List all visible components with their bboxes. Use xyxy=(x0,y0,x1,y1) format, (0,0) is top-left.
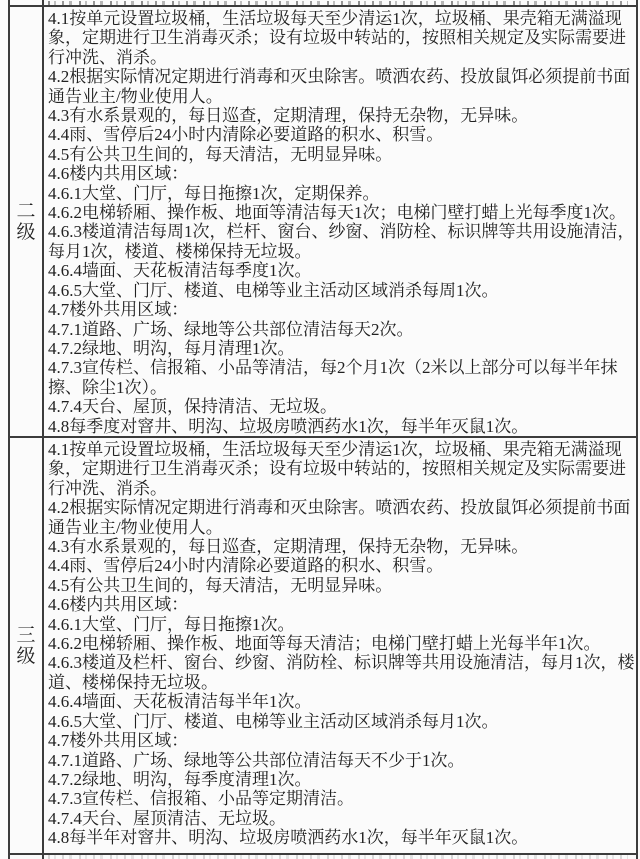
list-item: 4.6.5大堂、门厅、楼道、电梯等业主活动区域消杀每周1次。 xyxy=(48,280,499,300)
list-item: 4.6.5大堂、门厅、楼道、电梯等业主活动区域消杀每月1次。 xyxy=(48,711,499,731)
clipped-content-cell-top xyxy=(44,0,636,5)
list-item: 4.6.3楼道及栏杆、窗台、纱窗、消防栓、标识牌等共用设施清洁，每月1次，楼道、楼梯保持无垃圾。 xyxy=(48,653,635,692)
list-item: 4.6楼内共用区域： xyxy=(48,164,189,184)
list-item: 4.6.3楼道清洁每周1次，栏杆、窗台、纱窗、消防栓、标识牌等共用设施清洁，每月1次，楼道、楼梯保持无垃圾。 xyxy=(48,222,635,261)
row-items xyxy=(44,438,636,853)
table-row xyxy=(10,5,636,436)
clipped-level-cell-top xyxy=(10,0,44,5)
list-item: 4.7.2绿地、明沟，每季度清理1次。 xyxy=(48,769,312,789)
list-item: 4.4雨、雪停后24小时内清除必要道路的积水、积雪。 xyxy=(48,556,444,576)
list-item: 4.6.2电梯轿厢、操作板、地面等清洁每天1次；电梯门壁打蜡上光每季度1次。 xyxy=(48,203,626,223)
list-item: 4.6.4墙面、天花板清洁每季度1次。 xyxy=(48,261,312,281)
clipped-row-bottom xyxy=(10,853,636,859)
list-item: 4.2根据实际情况定期进行消毒和灭虫除害。喷洒农药、投放鼠饵必须提前书面通告业主/物业使用人。 xyxy=(48,67,631,106)
row-items xyxy=(44,7,636,436)
list-item: 4.5有公共卫生间的，每天清洁，无明显异味。 xyxy=(48,575,393,595)
list-item: 4.6.1大堂、门厅，每日拖擦1次。 xyxy=(48,614,295,634)
service-standards-table xyxy=(8,0,638,859)
list-item: 4.3有水系景观的，每日巡查，定期清理，保持无杂物，无异味。 xyxy=(48,537,529,557)
list-item: 4.7.4天台、屋顶清洁、无垃圾。 xyxy=(48,808,286,828)
list-item: 4.7.3宣传栏、信报箱、小品等定期清洁。 xyxy=(48,789,354,809)
clipped-content-cell-bottom xyxy=(44,855,636,859)
table-rows xyxy=(10,5,636,853)
list-item: 4.7楼外共用区域： xyxy=(48,731,189,751)
list-item: 4.6楼内共用区域： xyxy=(48,595,189,615)
list-item: 4.1按单元设置垃圾桶，生活垃圾每天至少清运1次，垃圾桶、果壳箱无满溢现象，定期进行卫生消毒灭杀；设有垃圾中转站的，按照相关规定及实际需要进行冲洗、消杀。 xyxy=(48,9,626,67)
clipped-text-fragments-top xyxy=(48,1,628,5)
list-item: 4.7.1道路、广场、绿地等公共部位清洁每天不少于1次。 xyxy=(48,750,465,770)
list-item: 4.7.4天台、屋顶，保持清洁、无垃圾。 xyxy=(48,397,337,417)
list-item: 4.1按单元设置垃圾桶，生活垃圾每天至少清运1次，垃圾桶、果壳箱无满溢现象，定期进行卫生消毒灭杀；设有垃圾中转站的，按照相关规定及实际需要进行冲洗、消杀。 xyxy=(48,440,626,498)
list-item: 4.4雨、雪停后24小时内清除必要道路的积水、积雪。 xyxy=(48,125,444,145)
list-item: 4.8每半年对窨井、明沟、垃圾房喷洒药水1次，每半年灭鼠1次。 xyxy=(48,828,529,848)
list-item: 4.7楼外共用区域： xyxy=(48,300,189,320)
level-label: 三级 xyxy=(16,624,36,667)
list-item: 4.6.4墙面、天花板清洁每半年1次。 xyxy=(48,692,312,712)
list-item: 4.3有水系景观的，每日巡查，定期清理，保持无杂物，无异味。 xyxy=(48,106,529,126)
list-item: 4.5有公共卫生间的，每天清洁，无明显异味。 xyxy=(48,144,393,164)
table-row xyxy=(10,436,636,853)
clipped-row-top xyxy=(10,0,636,5)
list-item: 4.7.2绿地、明沟，每月清理1次。 xyxy=(48,338,295,358)
list-item: 4.2根据实际情况定期进行消毒和灭虫除害。喷洒农药、投放鼠饵必须提前书面通告业主/物业使用人。 xyxy=(48,498,631,537)
list-item: 4.7.1道路、广场、绿地等公共部位清洁每天2次。 xyxy=(48,319,414,339)
list-item: 4.6.2电梯轿厢、操作板、地面等每天清洁；电梯门壁打蜡上光每半年1次。 xyxy=(48,634,601,654)
level-cell xyxy=(10,7,44,436)
list-item: 4.6.1大堂、门厅，每日拖擦1次，定期保养。 xyxy=(48,183,380,203)
level-cell xyxy=(10,438,44,853)
list-item: 4.7.3宣传栏、信报箱、小品等清洁，每2个月1次（2米以上部分可以每半年抹擦、除尘1次）。 xyxy=(48,358,618,397)
clipped-level-cell-bottom xyxy=(10,855,44,859)
list-item: 4.8每季度对窨井、明沟、垃圾房喷洒药水1次，每半年灭鼠1次。 xyxy=(48,416,529,436)
clipped-text-fragments-bottom xyxy=(48,855,628,859)
level-label: 二级 xyxy=(16,200,36,243)
